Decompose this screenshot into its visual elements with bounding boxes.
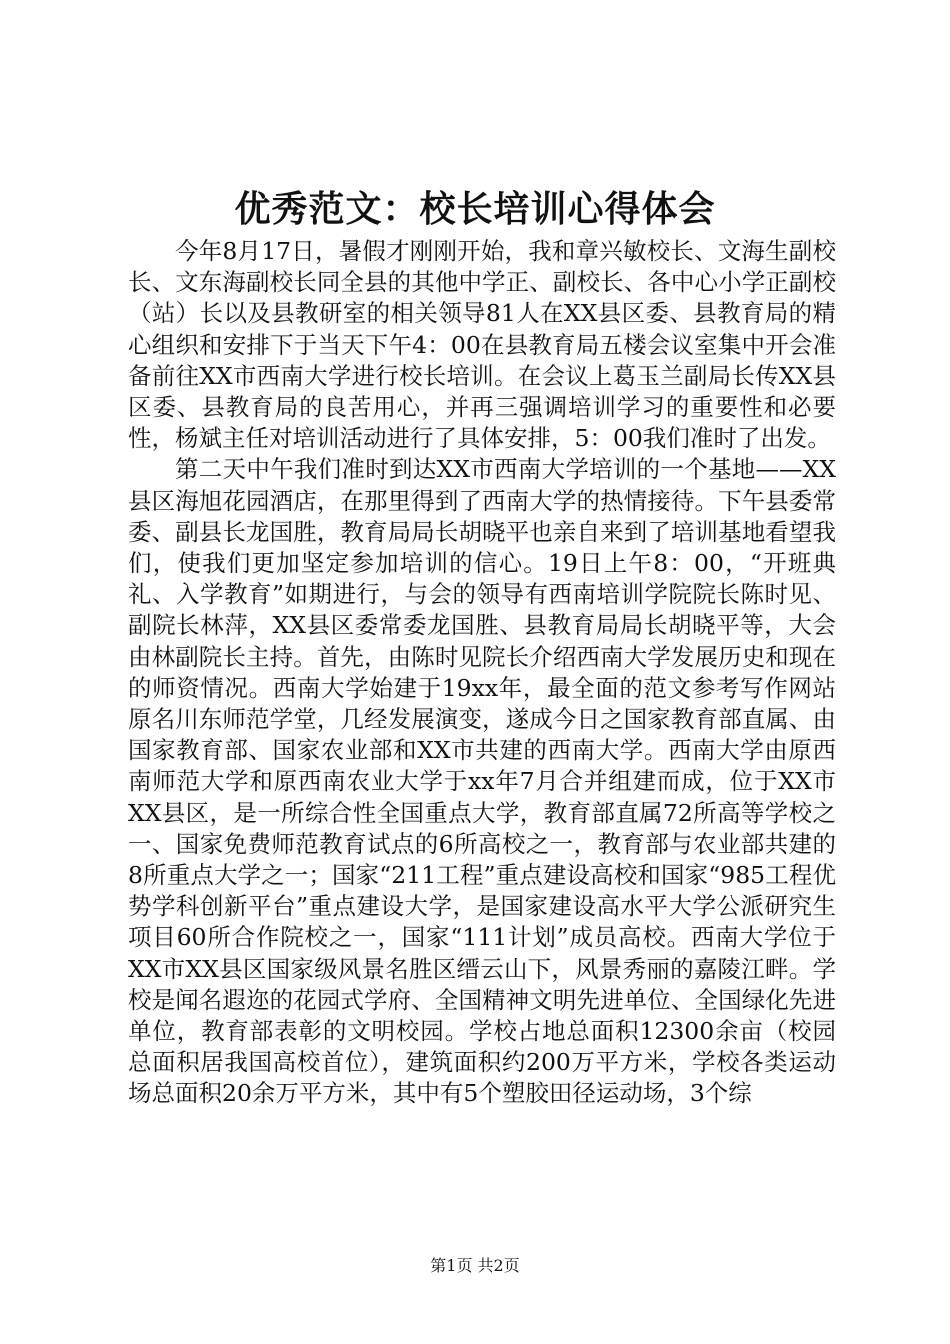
document-body — [128, 236, 836, 1110]
page-number: 第1页 共2页 — [430, 1256, 520, 1275]
paragraph: 第二天中午我们准时到达XX市西南大学培训的一个基地——XX县区海旭花园酒店，在那里得到了西南大学的热情接待。下午县委常委、副县长龙国胜，教育局局长胡晓平也亲自来到了培训基地看望我们，使我们更加坚定参加培训的信心。19日上午8：00，“开班典礼、入学教育”如期进行，与会的领导有西南培训学院院长陈时见、副院长林萍，XX县区委常委龙国胜、县教育局局长胡晓平等，大会由林副院长主持。首先，由陈时见院长介绍西南大学发展历史和现在的师资情况。西南大学始建于19xx年，最全面的范文参考写作网站原名川东师范学堂，几经发展演变，遂成今日之国家教育部直属、由国家教育部、国家农业部和XX市共建的西南大学。西南大学由原西南师范大学和原西南农业大学于xx年7月合并组建而成，位于XX市XX县区，是一所综合性全国重点大学，教育部直属72所高等学校之一、国家免费师范教育试点的6所高校之一，教育部与农业部共建的8所重点大学之一；国家“211工程”重点建设高校和国家“985工程优势学科创新平台”重点建设大学，是国家建设高水平大学公派研究生项目60所合作院校之一，国家“111计划”成员高校。西南大学位于XX市XX县区国家级风景名胜区缙云山下，风景秀丽的嘉陵江畔。学校是闻名遐迩的花园式学府、全国精神文明先进单位、全国绿化先进单位，教育部表彰的文明校园。学校占地总面积12300余亩（校园总面积居我国高校首位），建筑面积约200万平方米，学校各类运动场总面积20余万平方米，其中有5个塑胶田径运动场，3个综 — [128, 455, 836, 1108]
paragraph: 今年8月17日，暑假才刚刚开始，我和章兴敏校长、文海生副校长、文东海副校长同全县的其他中学正、副校长、各中心小学正副校（站）长以及县教研室的相关领导81人在XX县区委、县教育局的精心组织和安排下于当天下午4：00在县教育局五楼会议室集中开会准备前往XX市西南大学进行校长培训。在会议上葛玉兰副局长传XX县区委、县教育局的良苦用心，并再三强调培训学习的重要性和必要性，杨斌主任对培训活动进行了具体安排，5：00我们准时了出发。 — [128, 237, 836, 453]
document-title: 优秀范文：校长培训心得体会 — [234, 188, 716, 230]
